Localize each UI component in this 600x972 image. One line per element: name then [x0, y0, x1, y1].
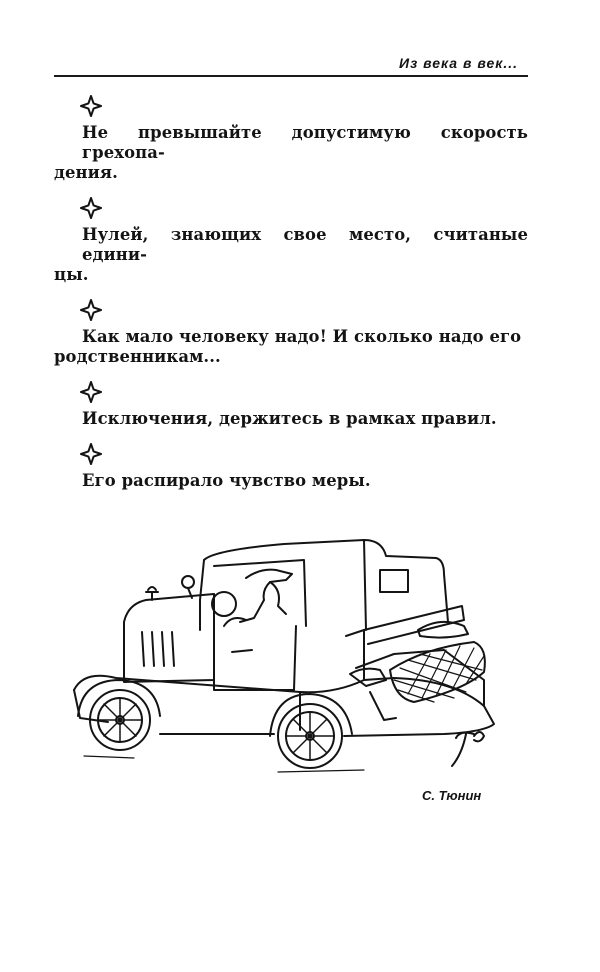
aphorism-list [54, 95, 528, 491]
aphorism-text [54, 225, 528, 285]
four-point-star-icon [80, 443, 102, 465]
aphorism-line-1: Как мало человеку надо! И сколько надо его [82, 327, 522, 346]
running-header: Из века в век... [399, 55, 518, 71]
cartoon-car-illustration [64, 530, 504, 790]
aphorism-line-1: Не превышайте допустимую скорость грехопа- [82, 123, 528, 162]
aphorism-line-1: Его распирало чувство меры. [82, 471, 371, 490]
four-point-star-icon [80, 381, 102, 403]
aphorism-item [54, 299, 528, 367]
aphorism-line-1: Нулей, знающих свое место, считаные едини- [82, 225, 528, 264]
trunk-lid [364, 606, 464, 644]
car-roof [204, 540, 448, 622]
aphorism-line-1: Исключения, держитесь в рамках правил. [82, 409, 497, 428]
driver-figure [240, 570, 292, 622]
four-point-star-icon [80, 95, 102, 117]
car-door [214, 594, 296, 690]
four-point-star-icon [80, 197, 102, 219]
car-rear-window [380, 570, 408, 592]
aphorism-item [82, 381, 528, 429]
aphorism-text [54, 123, 528, 183]
aphorism-line-2: цы. [54, 265, 89, 284]
illustration-credit: С. Тюнин [422, 788, 482, 803]
header-rule [54, 75, 528, 77]
aphorism-text [82, 409, 528, 429]
artist-signature [452, 732, 484, 766]
four-point-star-icon [80, 299, 102, 321]
aphorism-text [54, 327, 528, 367]
aphorism-item [54, 95, 528, 183]
aphorism-line-2: дения. [54, 163, 118, 182]
aphorism-item [82, 443, 528, 491]
aphorism-line-2: родственникам... [54, 347, 221, 366]
car-cabin-back [364, 540, 366, 630]
aphorism-text [82, 471, 528, 491]
headlamp [182, 576, 194, 588]
aphorism-item [54, 197, 528, 285]
radiator-cap [146, 587, 158, 600]
